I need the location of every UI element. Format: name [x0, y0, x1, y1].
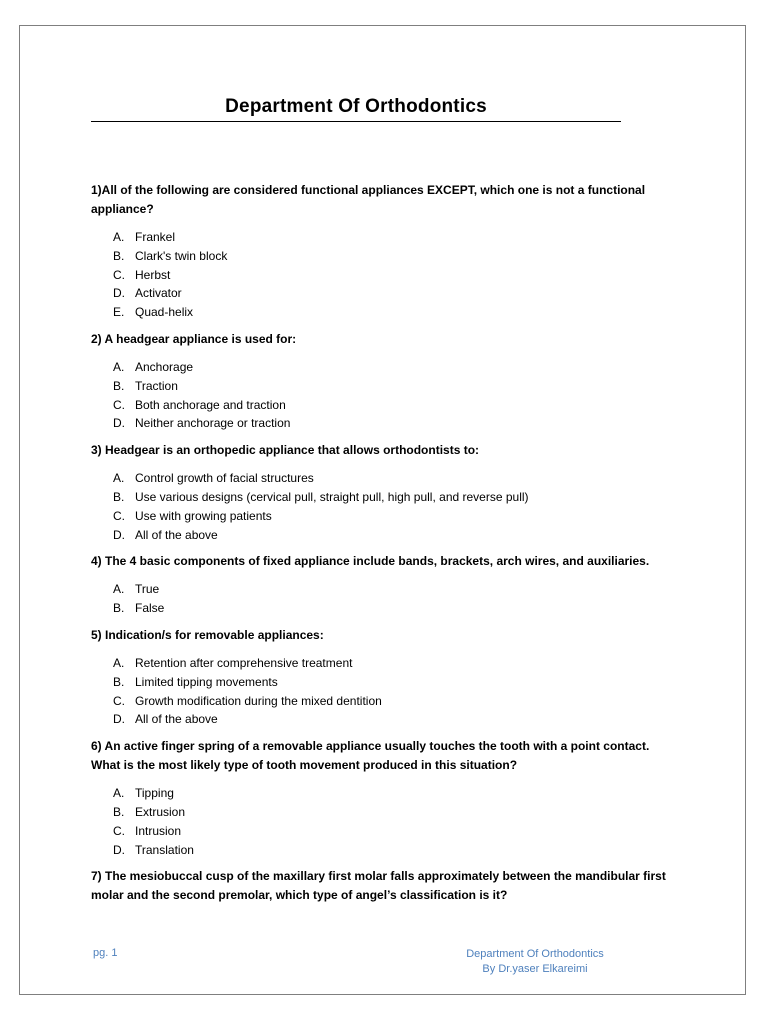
option-letter: A. [113, 786, 125, 801]
question-text: 7) The mesiobuccal cusp of the maxillary first molar falls approximately between the mandibular first molar and the second premolar, which type of angel’s classification is it? [91, 869, 666, 903]
question-text: 5) Indication/s for removable appliances: [91, 627, 324, 642]
option-letter: B. [113, 674, 125, 689]
question-block [91, 441, 681, 544]
question-block [91, 181, 681, 322]
option-text: Translation [135, 842, 194, 857]
option-text: True [135, 582, 160, 597]
question-block [91, 626, 681, 729]
answer-option [91, 266, 681, 285]
answer-option [91, 673, 681, 692]
question-block [91, 552, 681, 618]
option-letter: D. [113, 527, 125, 542]
answer-option [91, 841, 681, 860]
option-letter: C. [113, 267, 125, 282]
option-text: Frankel [135, 230, 176, 244]
option-text: Tipping [135, 786, 174, 801]
option-text: All of the above [135, 712, 218, 727]
answer-option [91, 654, 681, 673]
option-text: Extrusion [135, 804, 186, 819]
question-text: 1)All of the following are considered functional appliances EXCEPT, which one is not a functional appliance? [91, 183, 646, 216]
option-letter: A. [113, 359, 125, 374]
option-text: Use with growing patients [135, 508, 272, 523]
option-letter: A. [113, 655, 125, 670]
option-letter: C. [113, 397, 125, 412]
question-block [91, 330, 681, 433]
footer-department: Department Of Orthodontics [466, 948, 604, 960]
answer-option [91, 822, 681, 841]
answer-option [91, 784, 681, 803]
option-letter: A. [113, 471, 125, 486]
answer-option [91, 526, 681, 545]
option-letter: A. [113, 582, 125, 597]
question-block [91, 737, 681, 859]
footer-credits [440, 947, 630, 977]
option-letter: D. [113, 416, 125, 431]
option-letter: B. [113, 489, 125, 504]
footer-author: By Dr.yaser Elkareimi [482, 963, 588, 975]
option-letter: A. [113, 230, 125, 244]
answer-options [91, 784, 681, 859]
answer-option [91, 692, 681, 711]
answer-option [91, 710, 681, 729]
answer-option [91, 414, 681, 433]
option-letter: B. [113, 248, 125, 263]
option-text: Clark's twin block [135, 248, 228, 263]
question-text: 6) An active finger spring of a removable appliance usually touches the tooth with a point contact. What is the most likely type of tooth movement produced in this situation? [91, 739, 650, 773]
question-block [91, 867, 681, 905]
question-text: 4) The 4 basic components of fixed appliance include bands, brackets, arch wires, and auxiliaries. [91, 554, 650, 569]
answer-option [91, 599, 681, 618]
title-underline [91, 121, 621, 122]
option-text: Traction [135, 378, 178, 393]
option-letter: B. [113, 601, 125, 616]
option-letter: B. [113, 804, 125, 819]
answer-option [91, 247, 681, 266]
option-text: Growth modification during the mixed dentition [135, 693, 382, 708]
answer-option [91, 377, 681, 396]
page-title: Department Of Orthodontics [225, 96, 487, 117]
option-letter: E. [113, 305, 125, 320]
answer-options [91, 228, 681, 322]
question-text: 3) Headgear is an orthopedic appliance that allows orthodontists to: [91, 443, 480, 458]
answer-options [91, 358, 681, 433]
answer-option [91, 580, 681, 599]
option-letter: D. [113, 712, 125, 727]
answer-options [91, 580, 681, 618]
answer-option [91, 228, 681, 247]
page-number: pg. 1 [93, 947, 118, 959]
answer-option [91, 358, 681, 377]
option-text: Limited tipping movements [135, 674, 278, 689]
answer-option [91, 803, 681, 822]
option-text: Retention after comprehensive treatment [135, 655, 353, 670]
answer-option [91, 284, 681, 303]
question-list [91, 181, 681, 914]
answer-option [91, 488, 681, 507]
option-letter: D. [113, 286, 125, 301]
answer-options [91, 469, 681, 544]
option-letter: C. [113, 508, 125, 523]
option-text: Intrusion [135, 823, 182, 838]
option-text: Neither anchorage or traction [135, 416, 291, 431]
option-text: Quad-helix [135, 305, 194, 320]
option-text: Use various designs (cervical pull, straight pull, high pull, and reverse pull) [135, 489, 529, 504]
option-text: Anchorage [135, 359, 194, 374]
answer-option [91, 396, 681, 415]
answer-option [91, 507, 681, 526]
option-letter: D. [113, 842, 125, 857]
option-text: False [135, 601, 165, 616]
option-letter: C. [113, 693, 125, 708]
option-text: Control growth of facial structures [135, 471, 314, 486]
option-text: Activator [135, 286, 182, 301]
option-text: Both anchorage and traction [135, 397, 286, 412]
option-text: All of the above [135, 527, 218, 542]
answer-option [91, 469, 681, 488]
option-letter: B. [113, 378, 125, 393]
answer-option [91, 303, 681, 322]
question-text: 2) A headgear appliance is used for: [91, 331, 297, 346]
option-letter: C. [113, 823, 125, 838]
option-text: Herbst [135, 267, 171, 282]
answer-options [91, 654, 681, 729]
